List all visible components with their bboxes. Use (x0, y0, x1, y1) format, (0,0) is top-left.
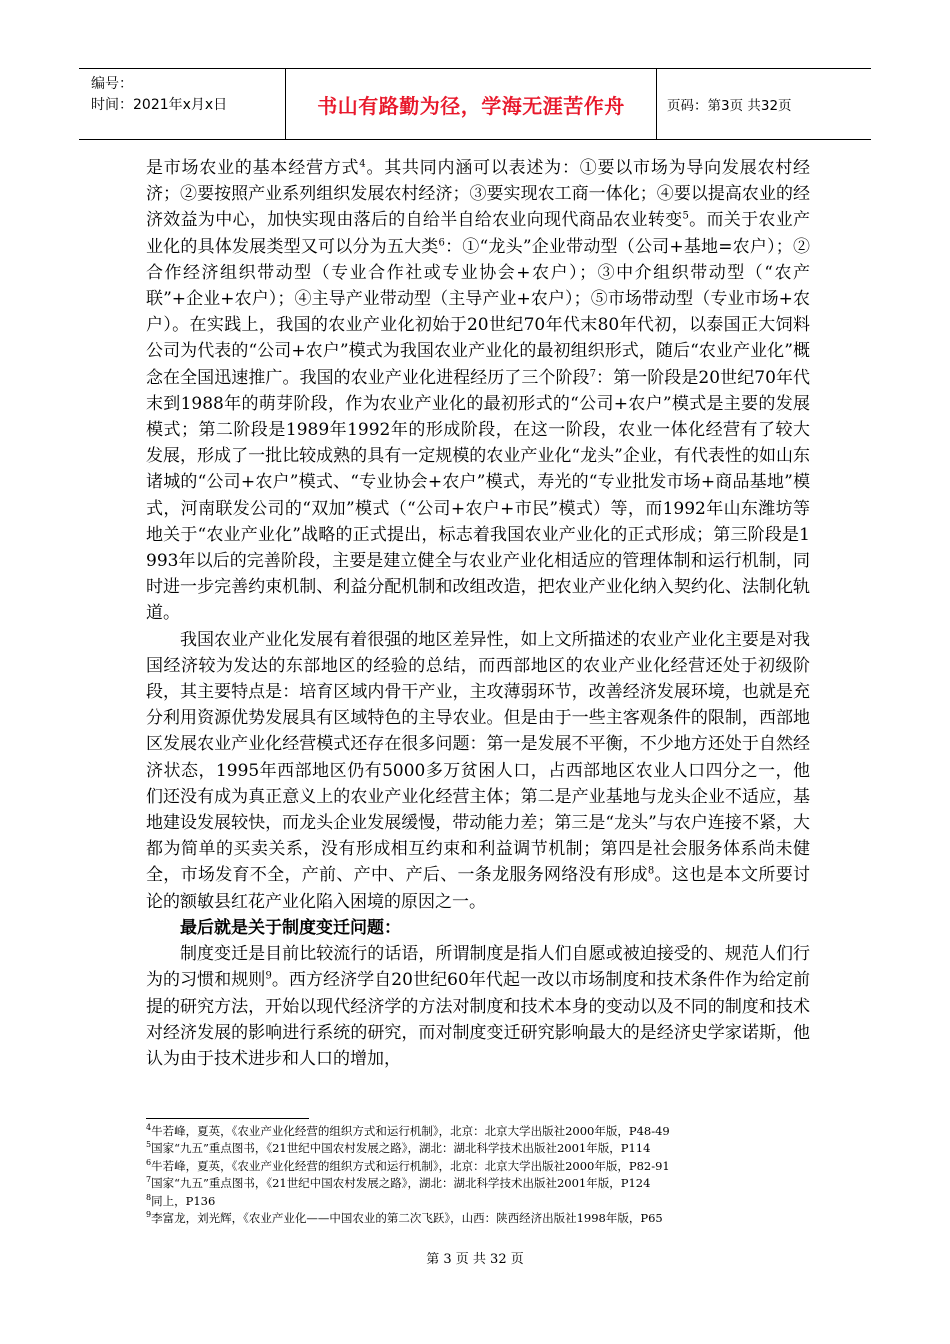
header-page-info: 页码：第3页 共32页 (667, 98, 792, 114)
footnotes (146, 1123, 846, 1227)
footnote (146, 1140, 846, 1157)
footnote (146, 1210, 846, 1227)
footnote-number: 7 (146, 1175, 152, 1185)
paragraph-text: 。其共同内涵可以表述为：①要以市场为导向发展农村经济；②要按照产业系列组织发展农村经济；③要实现农工商一体化；④要以提高农业的经济效益为中心，加快实现由落后的自给半自给农业向现代商品农业转变 (146, 158, 811, 231)
body-text (146, 155, 810, 1072)
footnote-text: 同上，P136 (151, 1193, 216, 1208)
paragraph-text: ：第一阶段是20世纪70年代末到1988年的萌芽阶段，作为农业产业化的最初形式的“公司+农户”模式是主要的发展模式；第二阶段是1989年1992年的形成阶段，在这一阶段，农业一体化经营有了较大发展，形成了一批比较成熟的具有一定规模的农业产业化“龙头”企业，有代表性的如山东诸城的“公司+农户”模式、“专业协会+农户”模式，寿光的“专业批发市场+商品基地”模式，河南联发公司的“双加”模式（“公司+农户+市民”模式）等，而1992年山东潍坊等地关于“农业产业化”战略的正式提出，标志着我国农业产业化的正式形成；第三阶段是1993年以后的完善阶段，主要是建立健全与农业产业化相适应的管理体制和运行机制，同时进一步完善约束机制、利益分配机制和改组改造，把农业产业化纳入契约化、法制化轨道。 (146, 367, 811, 624)
header-meta (79, 69, 285, 139)
footnote-ref: 9 (265, 970, 272, 982)
footnote-text: 李富龙，刘光辉，《农业产业化——中国农业的第二次飞跃》，山西：陕西经济出版社1998年版，P65 (151, 1211, 663, 1226)
paragraph-text: 最后就是关于制度变迁问题： (180, 917, 401, 938)
section-heading (146, 915, 810, 941)
footnote (146, 1158, 846, 1175)
footnote-ref: 7 (589, 367, 596, 379)
paragraph-text: 。这也是本文所要讨论的额敏县红花产业化陷入困境的原因之一。 (146, 865, 811, 912)
paragraph (146, 627, 810, 915)
header-motto: 书山有路勤为径，学海无涯苦作舟 (285, 69, 657, 139)
paragraph-text: 。而关于农业产业化的具体发展类型又可以分为五大类 (146, 210, 811, 257)
footnote-ref: 6 (438, 236, 445, 248)
footnote-number: 6 (146, 1157, 152, 1167)
paragraph-text: 。西方经济学自20世纪60年代起一改以市场制度和技术条件作为给定前提的研究方法，开始以现代经济学的方法对制度和技术本身的变动以及不同的制度和技术对经济发展的影响进行系统的研究，而对制度变迁研究影响最大的是经济史学家诺斯，他认为由于技术进步和人口的增加， (146, 970, 810, 1069)
time-label: 时间：2021年x月x日 (91, 97, 228, 113)
footnote-text: 牛若峰，夏英，《农业产业化经营的组织方式和运行机制》，北京：北京大学出版社2000年版，P48-49 (151, 1124, 670, 1138)
paragraph (146, 155, 810, 627)
footnote-number: 8 (146, 1192, 152, 1202)
footnote-ref: 4 (359, 158, 366, 170)
footnote-divider (146, 1118, 309, 1119)
footnote (146, 1123, 846, 1140)
paragraph-text: 制度变迁是目前比较流行的话语，所谓制度是指人们自愿或被迫接受的、规范人们行为的习惯和规则 (146, 944, 810, 991)
footnote-number: 5 (146, 1140, 152, 1150)
paragraph-text: 我国农业产业化发展有着很强的地区差异性，如上文所描述的农业产业化主要是对我国经济较为发达的东部地区的经验的总结，而西部地区的农业产业化经营还处于初级阶段，其主要特点是：培育区域内骨干产业，主攻薄弱环节，改善经济发展环境，也就是充分利用资源优势发展具有区域特色的主导农业。但是由于一些主客观条件的限制，西部地区发展农业产业化经营模式还存在很多问题：第一是发展不平衡，不少地方还处于自然经济状态，1995年西部地区仍有5000多万贫困人口，占西部地区农业人口四分之一，他们还没有成为真正意义上的农业产业化经营主体；第二是产业基地与龙头企业不适应，基地建设发展较快，而龙头企业发展缓慢，带动能力差；第三是“龙头”与农户连接不紧，大都为简单的买卖关系，没有形成相互约束和利益调节机制；第四是社会服务体系尚未健全，市场发育不全，产前、产中、产后、一条龙服务网络没有形成 (146, 629, 810, 886)
footnote-text: 国家“九五”重点图书，《21世纪中国农村发展之路》，湖北：湖北科学技术出版社2001年版，P124 (151, 1176, 651, 1191)
page-header (79, 68, 871, 140)
footnote-number: 4 (146, 1123, 152, 1133)
paragraph-text: ：①“龙头”企业带动型（公司+基地=农户）；②合作经济组织带动型（专业合作社或专业协会+农户）；③中介组织带动型（“农产联”+企业+农户）；④主导产业带动型（主导产业+农户）；⑤市场带动型（专业市场+农户）。在实践上，我国的农业产业化初始于20世纪70年代末80年代初，以泰国正大饲料公司为代表的“公司+农户”模式为我国农业产业化的最初组织形式，随后“农业产业化”概念在全国迅速推广。我国的农业产业化进程经历了三个阶段 (146, 236, 811, 388)
footnote (146, 1175, 846, 1192)
footnote-ref: 8 (647, 865, 655, 877)
footnote-text: 国家“九五”重点图书，《21世纪中国农村发展之路》，湖北：湖北科学技术出版社2001年版，P114 (151, 1141, 651, 1156)
paragraph (146, 941, 810, 1072)
footnote-ref: 5 (682, 210, 689, 222)
footnote (146, 1193, 846, 1210)
page-number: 第 3 页 共 32 页 (426, 1252, 524, 1267)
paragraph-text: 是市场农业的基本经营方式 (146, 158, 360, 178)
footnote-number: 9 (146, 1210, 152, 1220)
footnote-text: 牛若峰，夏英，《农业产业化经营的组织方式和运行机制》，北京：北京大学出版社2000年版，P82-91 (151, 1158, 670, 1173)
serial-label: 编号： (91, 76, 133, 92)
